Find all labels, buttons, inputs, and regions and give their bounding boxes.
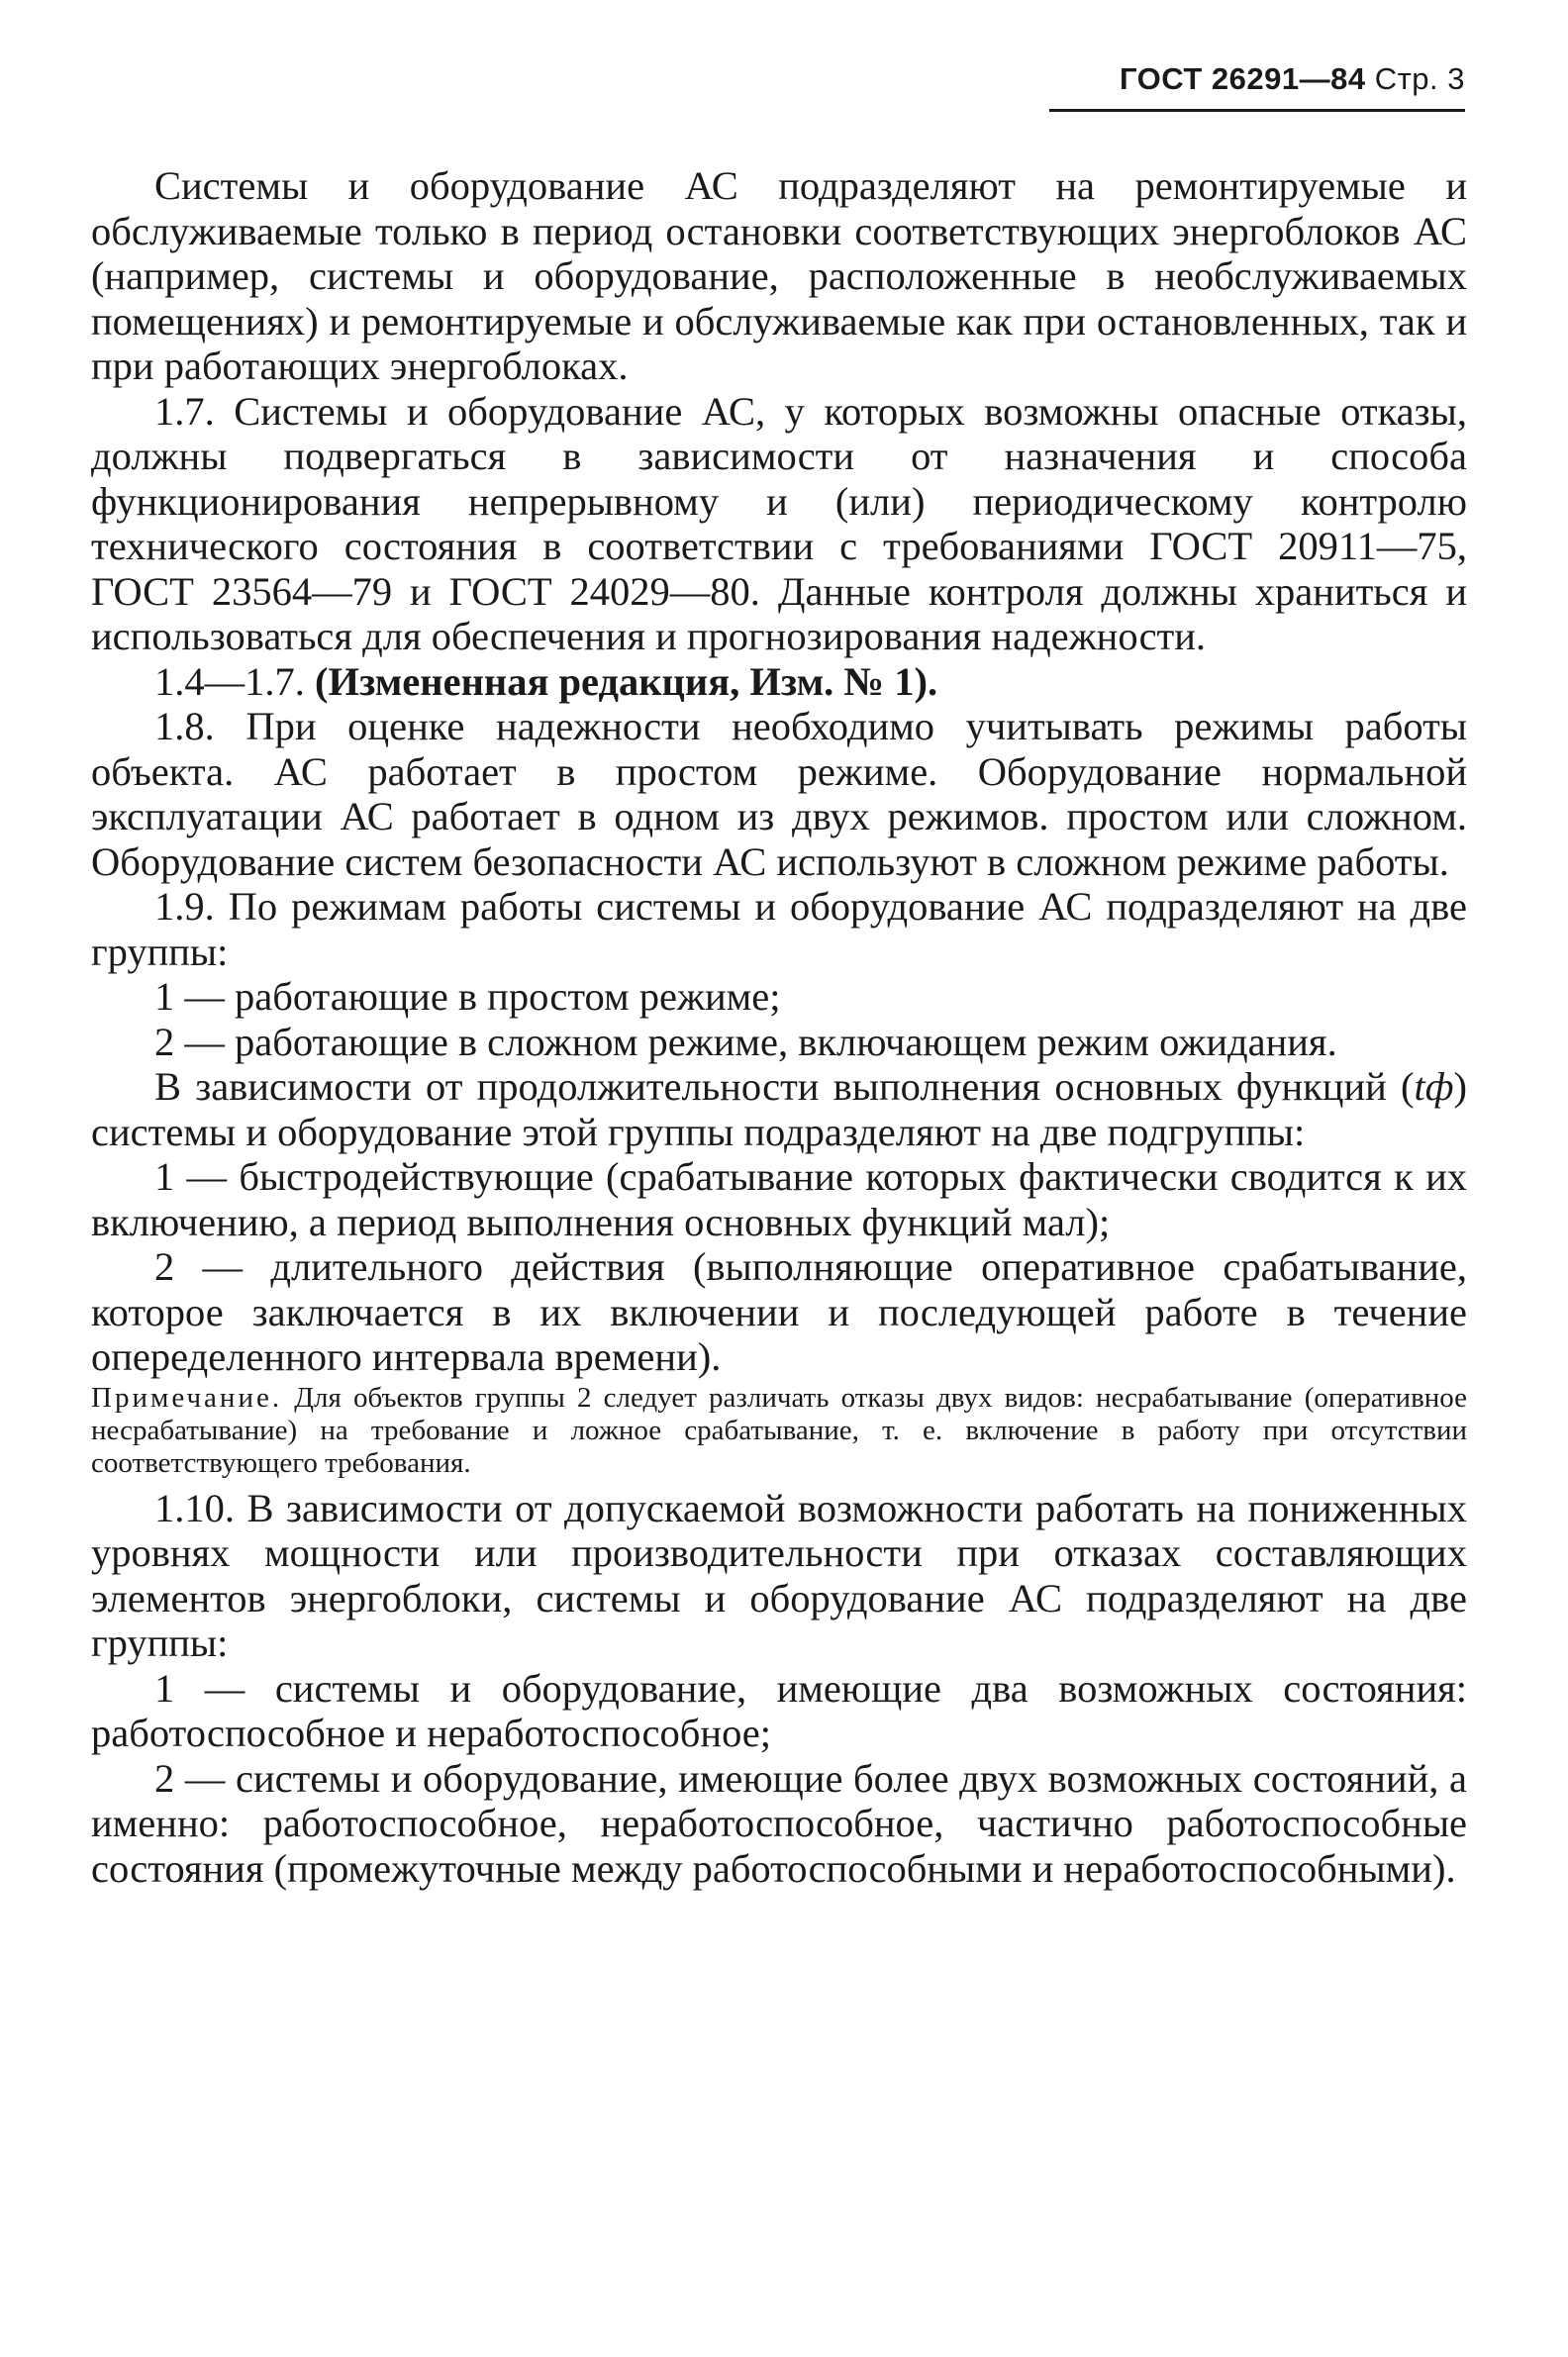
paragraph (91, 1064, 1467, 1154)
list-item: 1 — работающие в простом режиме; (154, 974, 781, 1019)
paragraph: 1.10. В зависимости от допускаемой возможности работать на пониженных уровнях мощности или производительности при отказах составляющих элементов энергоблоки, системы и оборудование АС подразделяют на две группы: (91, 1485, 1467, 1665)
paragraph: 1.9. По режимам работы системы и оборудование АС подразделяют на две группы: (91, 884, 1467, 974)
list-item: 2 — работающие в сложном режиме, включающем режим ожидания. (154, 1019, 1337, 1064)
list-item: 2 — системы и оборудование, имеющие более двух возможных состояний, а именно: работоспособное, неработоспособное, частично работоспособные состояния (промежуточные между работоспособными и неработоспособными). (91, 1755, 1467, 1891)
page-number: Стр. 3 (1374, 61, 1465, 96)
paragraph: 1.7. Системы и оборудование АС, у которых возможны опасные отказы, должны подвергаться в зависимости от назначения и способа функционирования непрерывному и (или) периодическому контролю технического состояния в соответствии с требованиями ГОСТ 20911—75, ГОСТ 23564—79 и ГОСТ 24029—80. Данные контроля должны храниться и использоваться для обеспечения и прогнозирования надежности. (91, 388, 1467, 658)
list-item: 1 — системы и оборудование, имеющие два возможных состояния: работоспособное и неработоспособное; (91, 1665, 1467, 1755)
document-number: ГОСТ 26291—84 (1119, 61, 1366, 96)
amendment-text: (Измененная редакция, Изм. № 1). (315, 658, 938, 704)
note-label: Примечание. (91, 1381, 283, 1414)
paragraph: Системы и оборудование АС подразделяют на ремонтируемые и обслуживаемые только в период остановки соответствующих энергоблоков АС (например, системы и оборудование, расположенные в необслуживаемых помещениях) и ремонтируемые и обслуживаемые как при остановленных, так и при работающих энергоблоках. (91, 163, 1467, 388)
function-duration-symbol: tф (1414, 1064, 1454, 1109)
amendment-note (91, 659, 1467, 705)
amendment-range: 1.4—1.7. (154, 658, 305, 704)
list-item: 1 — быстродействующие (срабатывание которых фактически сводится к их включению, а период выполнения основных функций мал); (91, 1154, 1467, 1244)
note (91, 1382, 1467, 1480)
paragraph-text: В зависимости от продолжительности выполнения основных функций ( (154, 1064, 1415, 1109)
document-body (91, 163, 1467, 1891)
paragraph: 1.8. При оценке надежности необходимо учитывать режимы работы объекта. АС работает в простом режиме. Оборудование нормальной эксплуатации АС работает в одном из двух режимов. простом или сложном. Оборудование систем безопасности АС используют в сложном режиме работы. (91, 704, 1467, 884)
paragraph-text: ) системы и оборудование этой группы подразделяют на две подгруппы: (91, 1064, 1467, 1154)
list-item: 2 — длительного действия (выполняющие оперативное срабатывание, которое заключается в их включении и последующей работе в течение опеределенного интервала времени). (91, 1244, 1467, 1379)
page-header (1049, 61, 1465, 112)
note-text: Для объектов группы 2 следует различать отказы двух видов: несрабатывание (оперативное несрабатывание) на требование и ложное срабатывание, т. е. включение в работу при отсутствии соответствующего требования. (91, 1381, 1468, 1479)
